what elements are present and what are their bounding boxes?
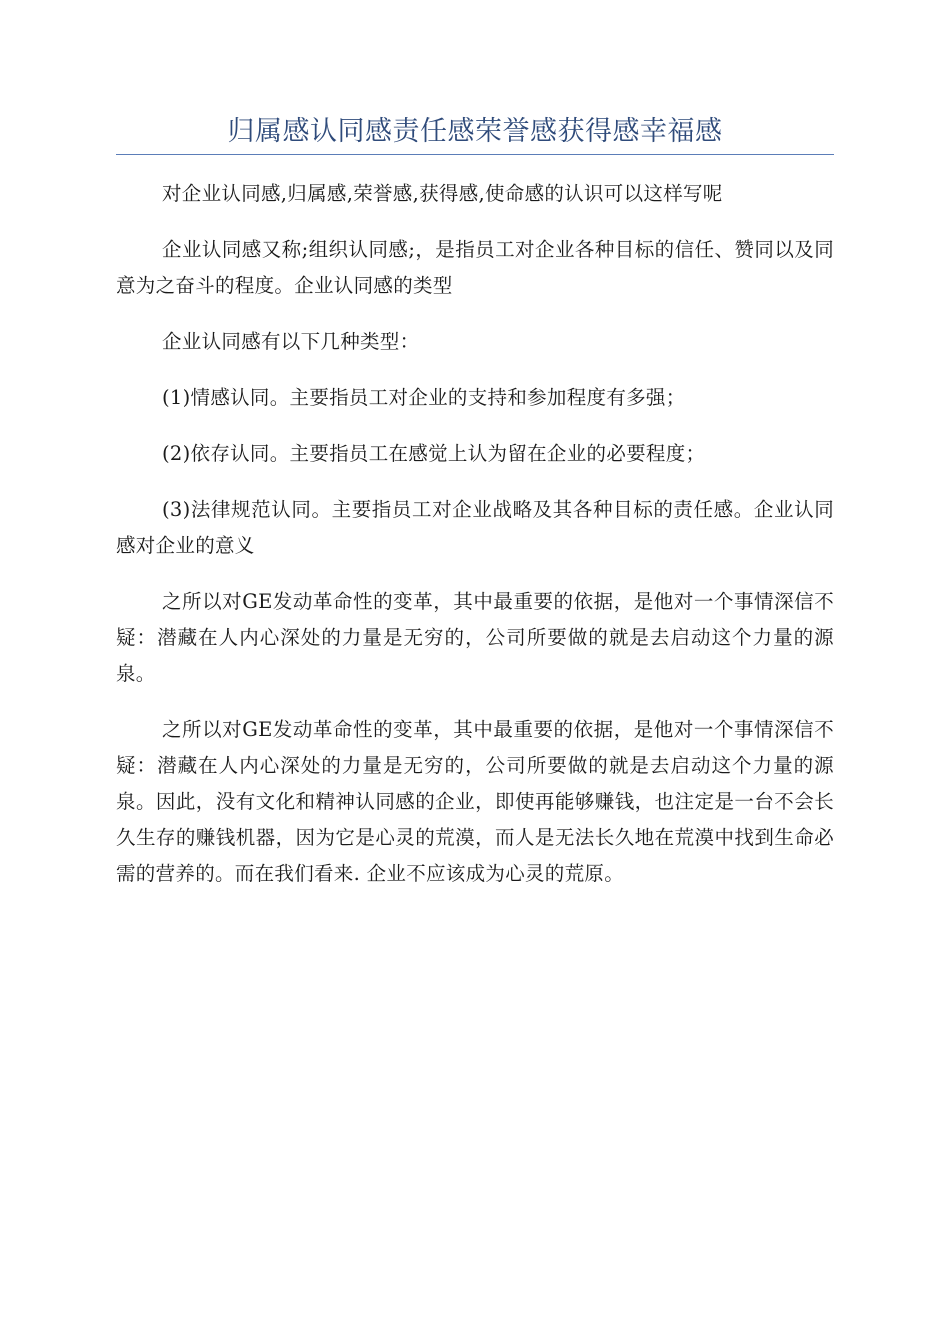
- paragraph: 之所以对GE发动革命性的变革，其中最重要的依据，是他对一个事情深信不疑：潜藏在人内心深处的力量是无穷的，公司所要做的就是去启动这个力量的源泉。: [116, 590, 834, 685]
- paragraph: (3)法律规范认同。主要指员工对企业战略及其各种目标的责任感。企业认同感对企业的意义: [116, 498, 834, 557]
- paragraph: (2)依存认同。主要指员工在感觉上认为留在企业的必要程度；: [162, 442, 706, 465]
- document-body: [116, 176, 834, 912]
- paragraph: 之所以对GE发动革命性的变革，其中最重要的依据，是他对一个事情深信不疑：潜藏在人内心深处的力量是无穷的，公司所要做的就是去启动这个力量的源泉。因此，没有文化和精神认同感的企业，即使再能够赚钱，也注定是一台不会长久生存的赚钱机器，因为它是心灵的荒漠，而人是无法长久地在荒漠中找到生命必需的营养的。而在我们看来. 企业不应该成为心灵的荒原。: [116, 718, 834, 885]
- paragraph: (1)情感认同。主要指员工对企业的支持和参加程度有多强；: [162, 386, 686, 409]
- paragraph: 对企业认同感,归属感,荣誉感,获得感,使命感的认识可以这样写呢: [162, 182, 723, 205]
- paragraph: 企业认同感有以下几种类型：: [162, 330, 420, 353]
- document-title: 归属感认同感责任感荣誉感获得感幸福感: [227, 116, 723, 147]
- title-underline: [116, 154, 834, 155]
- paragraph: 企业认同感又称;组织认同感;，是指员工对企业各种目标的信任、赞同以及同意为之奋斗的程度。企业认同感的类型: [116, 238, 834, 297]
